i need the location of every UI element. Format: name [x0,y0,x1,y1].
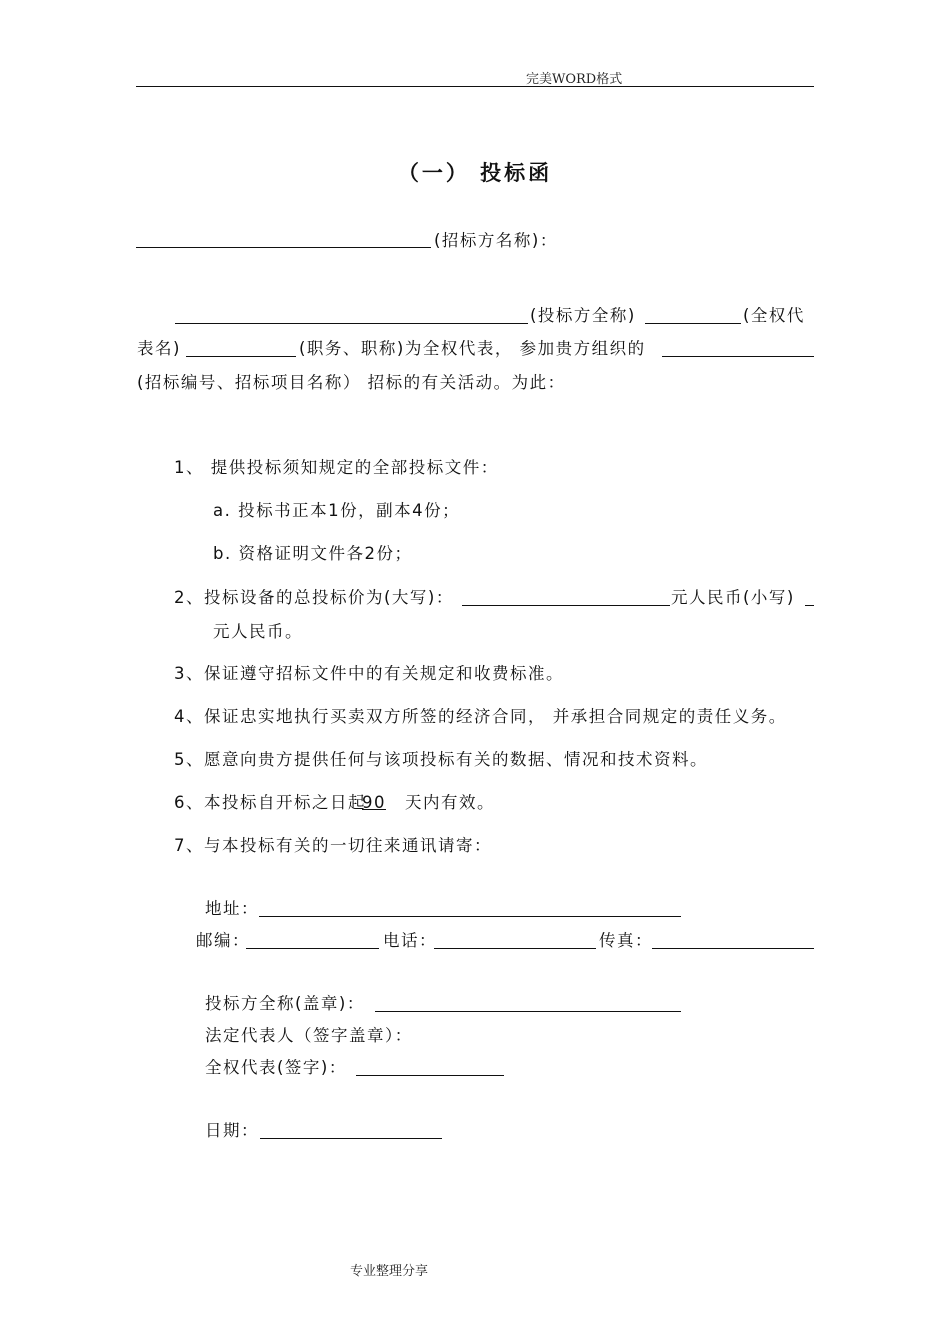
project-text: (招标编号、招标项目名称） 招标的有关活动。为此： [137,373,566,392]
page-header-text: 完美WORD格式 [526,72,623,87]
plenipotentiary-name-blank [645,323,741,324]
item-2-continuation: 元人民币。 [213,622,303,641]
recipient-name-blank [136,247,431,248]
document-title: （一） 投标函 [397,161,553,185]
item-1a: a. 投标书正本1份，副本4份； [213,501,461,520]
position-text: (职务、职称)为全权代表， 参加贵方组织的 [299,339,646,358]
item-6-prefix: 6、本投标自开标之日起 [174,793,366,812]
postcode-label: 邮编： [196,931,250,950]
item-1b: b. 资格证明文件各2份； [213,544,413,563]
bidder-seal-blank [375,1011,681,1012]
item-2-prefix: 2、投标设备的总投标价为(大写)： [174,588,454,607]
bidder-full-name-label: (投标方全称) [530,306,636,325]
bidder-seal-label: 投标方全称(盖章)： [205,994,365,1013]
item-4: 4、保证忠实地执行买卖双方所签的经济合同， 并承担合同规定的责任义务。 [174,707,787,726]
plenipotentiary-sign-label: 全权代表(签字)： [205,1058,347,1077]
legal-rep-label: 法定代表人（签字盖章）： [205,1026,413,1045]
recipient-label: (招标方名称)： [434,231,558,250]
plenipotentiary-label-part2: 表名) [137,339,181,358]
item-6-suffix: 天内有效。 [405,793,495,812]
price-words-blank [462,605,670,606]
item-1: 1、 提供投标须知规定的全部投标文件： [174,458,499,477]
price-figures-blank [805,605,814,606]
plenipotentiary-label-part1: (全权代 [743,306,805,325]
header-rule [136,86,814,87]
item-3: 3、保证遵守招标文件中的有关规定和收费标准。 [174,664,564,683]
postcode-blank [246,948,379,949]
item-2-mid: 元人民币(小写) [671,588,795,607]
page-footer-text: 专业整理分享 [350,1264,429,1279]
bidder-full-name-blank [175,323,528,324]
item-5: 5、愿意向贵方提供任何与该项投标有关的数据、情况和技术资料。 [174,750,708,769]
plenipotentiary-sign-blank [356,1075,504,1076]
fax-label: 传真： [599,931,653,950]
fax-blank [652,948,814,949]
phone-label: 电话： [383,931,437,950]
phone-blank [434,948,596,949]
date-blank [260,1138,442,1139]
validity-days: 90 [362,793,386,812]
address-blank [259,916,681,917]
item-7: 7、与本投标有关的一切往来通讯请寄： [174,836,492,855]
address-label: 地址： [205,899,259,918]
project-blank [662,356,814,357]
date-label: 日期： [205,1121,259,1140]
position-blank [186,356,296,357]
